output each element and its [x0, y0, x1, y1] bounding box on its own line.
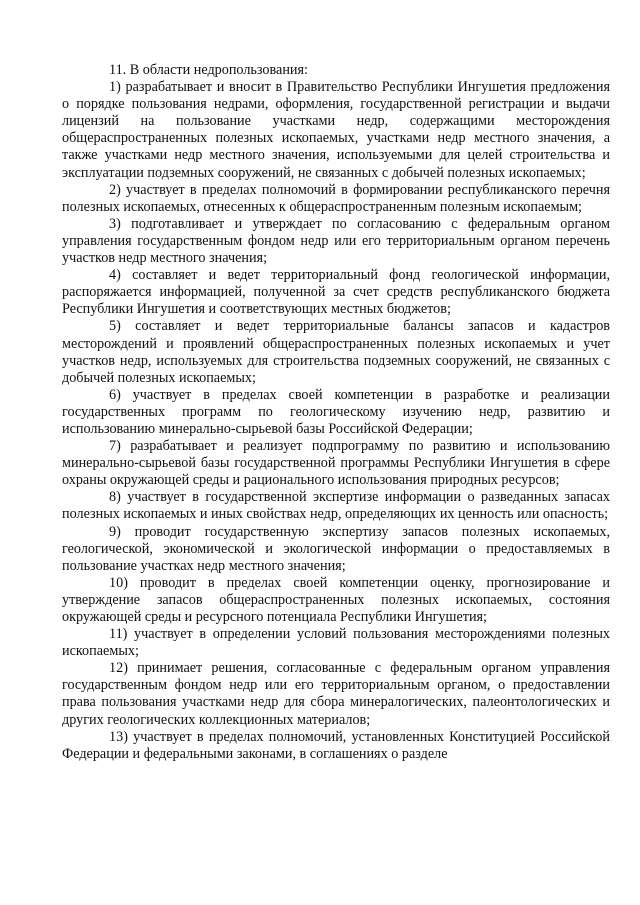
paragraph-item-6: 6) участвует в пределах своей компетенции в разработке и реализации государственных программ по геологическому изучению недр, развитию и использованию минерально-сырьевой базы Российской Федерации; [62, 386, 610, 437]
paragraph-item-1: 1) разрабатывает и вносит в Правительство Республики Ингушетия предложения о порядке пользования недрами, оформления, государственной регистрации и выдачи лицензий на пользование участками недр, содержащими месторождения общераспространенных полезных ископаемых, участками недр местного значения, а также участками недр местного значения, используемыми для целей строительства и эксплуатации подземных сооружений, не связанных с добычей полезных ископаемых; [62, 79, 610, 181]
paragraph-item-9: 9) проводит государственную экспертизу запасов полезных ископаемых, геологической, экономической и экологической информации о предоставляемых в пользование участках недр местного значения; [62, 523, 610, 574]
paragraph-item-2: 2) участвует в пределах полномочий в формировании республиканского перечня полезных ископаемых, отнесенных к общераспространенным полезным ископаемым; [62, 181, 610, 215]
section-heading: 11. В области недропользования: [109, 62, 308, 78]
paragraph-item-7: 7) разрабатывает и реализует подпрограмму по развитию и использованию минерально-сырьевой базы государственной программы Республики Ингушетия в сфере охраны окружающей среды и рационального использования природных ресурсов; [62, 438, 610, 489]
paragraph-item-8: 8) участвует в государственной экспертизе информации о разведанных запасах полезных ископаемых и иных свойствах недр, определяющих их ценность или опасность; [62, 489, 610, 523]
paragraph-item-11: 11) участвует в определении условий пользования месторождениями полезных ископаемых; [62, 626, 610, 660]
paragraph-item-5: 5) составляет и ведет территориальные балансы запасов и кадастров месторождений и проявлений общераспространенных полезных ископаемых и учет участков недр, используемых для строительства подземных сооружений, не связанных с добычей полезных ископаемых; [62, 318, 610, 386]
paragraph-item-10: 10) проводит в пределах своей компетенции оценку, прогнозирование и утверждение запасов общераспространенных полезных ископаемых, состояния окружающей среды и ресурсного потенциала Республики Ингушетия; [62, 574, 610, 625]
paragraph-item-4: 4) составляет и ведет территориальный фонд геологической информации, распоряжается информацией, полученной за счет средств республиканского бюджета Республики Ингушетия и соответствующих местных бюджетов; [62, 267, 610, 318]
paragraph-item-13: 13) участвует в пределах полномочий, установленных Конституцией Российской Федерации и федеральными законами, в соглашениях о разделе [62, 728, 610, 762]
paragraph-item-3: 3) подготавливает и утверждает по согласованию с федеральным органом управления государственным фондом недр или его территориальным органом перечень участков недр местного значения; [62, 215, 610, 267]
paragraph-item-12: 12) принимает решения, согласованные с федеральным органом управления государственным фондом недр или его территориальным органом, о предоставлении права пользования участками недр для сбора минералогических, палеонтологических и других геологических коллекционных материалов; [62, 660, 610, 728]
document-body [62, 62, 610, 763]
